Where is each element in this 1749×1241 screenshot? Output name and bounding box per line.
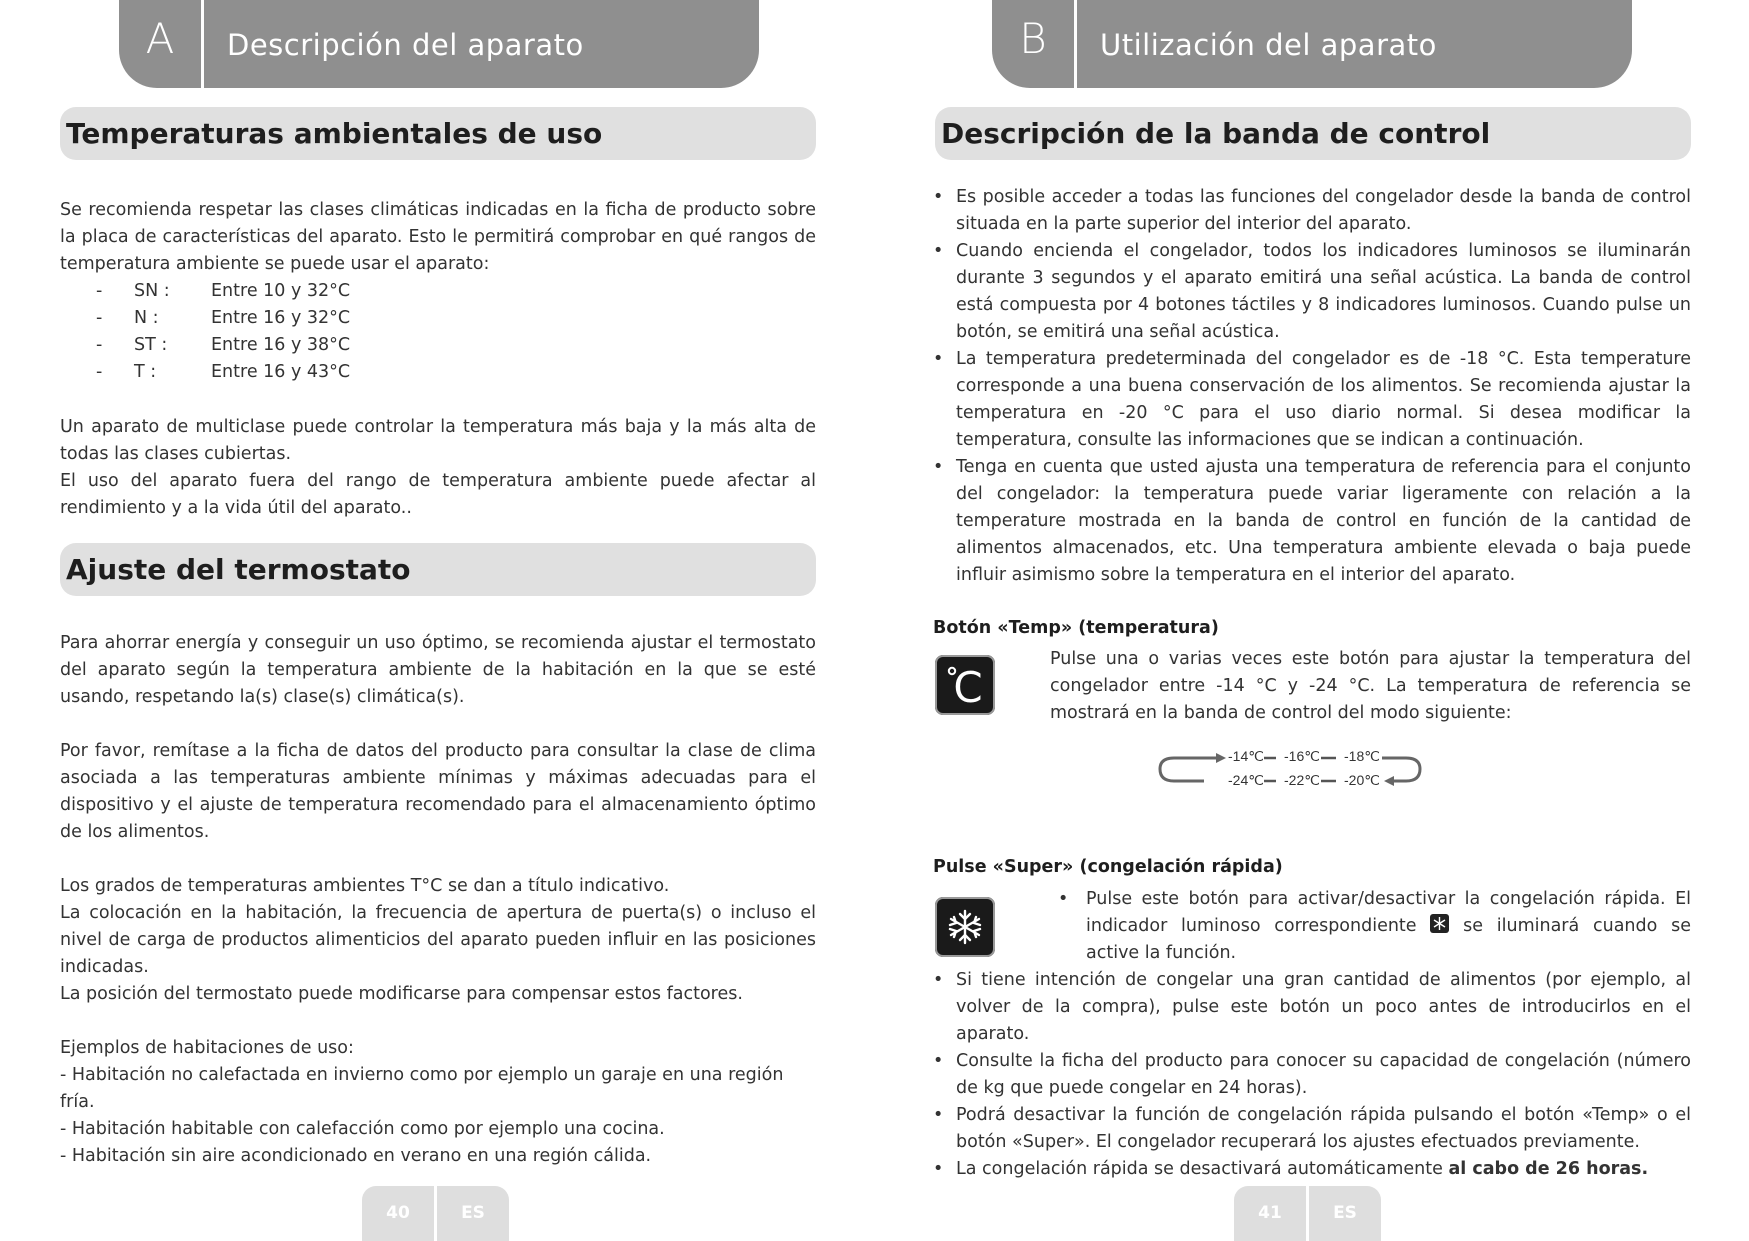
list-item: • Si tiene intención de congelar una gran cantidad de alimentos (por ejemplo, al volver de la compra), pulse este botón un poco antes de introducirlos en el aparato. (933, 967, 1691, 1048)
thermostat-paragraph-1: Para ahorrar energía y conseguir un uso óptimo, se recomienda ajustar el termostato del aparato según la temperatura ambiente de la habitación en la que se esté usando, respetando la(s) clase(s) climática(s). (60, 633, 816, 707)
climate-range: Entre 10 y 32°C (211, 281, 351, 301)
language-code: ES (1309, 1186, 1381, 1241)
super-button-heading: Pulse «Super» (congelación rápida) (933, 857, 1283, 877)
thermostat-paragraph-3a: Los grados de temperaturas ambientes T°C se dan a título indicativo. (60, 876, 670, 896)
dash: - (96, 362, 103, 382)
temp-button-text (1050, 646, 1691, 727)
temp-paragraph: Pulse una o varias veces este botón para ajustar la temperatura del congelador entre -14 °C y -24 °C. La temperatura de referencia se mostrará en la banda de control del modo siguiente: (1050, 649, 1691, 723)
list-item: • La temperatura predeterminada del congelador es de -18 °C. Esta temperature corresponde a una buena conservación de los alimentos. Se recomienda ajustar la temperatura en -20 °C para el uso diario normal. Si desea modificar la temperatura, consulte las informaciones que se indican a continuación. (933, 346, 1691, 454)
example-item: - Habitación no calefactada en invierno como por ejemplo un garaje en una región fría. (60, 1065, 784, 1112)
list-item: • Consulte la ficha del producto para conocer su capacidad de congelación (número de kg que puede congelar en 24 horas). (933, 1048, 1691, 1102)
temp-step: -24℃ (1228, 772, 1264, 788)
list-item (1058, 886, 1691, 967)
climate-class: ST : (134, 335, 168, 355)
list-item: • Tenga en cuenta que usted ajusta una temperatura de referencia para el conjunto del congelador: la temperatura puede variar ligeramente con relación a la temperature mostrada en la banda de control en función de la cantidad de alimentos almacenados, etc. Una temperatura ambiente elevada o baja puede influir asimismo sobre la temperatura en el interior del aparato. (933, 454, 1691, 589)
snowflake-indicator-icon (1430, 914, 1449, 933)
temperatures-body (60, 197, 816, 278)
tab-divider (1074, 0, 1077, 88)
temp-step: -16℃ (1284, 748, 1320, 764)
list-item: • Es posible acceder a todas las funciones del congelador desde la banda de control situada en la parte superior del interior del aparato. (933, 184, 1691, 238)
climate-range: Entre 16 y 38°C (211, 335, 351, 355)
section-heading-text: Descripción de la banda de control (941, 117, 1491, 150)
climate-class: SN : (134, 281, 170, 301)
climate-class-row (96, 359, 496, 386)
temp-button-heading: Botón «Temp» (temperatura) (933, 618, 1219, 638)
examples-title: Ejemplos de habitaciones de uso: (60, 1038, 354, 1058)
chapter-letter: B (1019, 14, 1047, 63)
example-item: - Habitación sin aire acondicionado en verano en una región cálida. (60, 1146, 652, 1166)
multiclass-body (60, 414, 816, 522)
temp-step: -18℃ (1344, 748, 1380, 764)
control-band-body (933, 184, 1691, 589)
dash: - (96, 335, 103, 355)
language-code: ES (437, 1186, 509, 1241)
right-page (875, 0, 1749, 1241)
temperature-cycle-diagram (1156, 744, 1426, 794)
climate-class-row (96, 332, 496, 359)
dash: - (96, 281, 103, 301)
chapter-title: Utilización del aparato (1100, 28, 1437, 62)
climate-class: T : (134, 362, 157, 382)
section-heading-text: Ajuste del termostato (66, 553, 411, 586)
multiclass-paragraph: Un aparato de multiclase puede controlar la temperatura más baja y la más alta de todas las clases cubiertas. (60, 417, 816, 464)
climate-range: Entre 16 y 32°C (211, 308, 351, 328)
section-heading-control-band (935, 107, 1691, 160)
super-bullets (933, 967, 1691, 1183)
climate-class-row (96, 278, 496, 305)
tab-divider (201, 0, 204, 88)
page-number: 41 (1234, 1186, 1306, 1241)
list-item: • Podrá desactivar la función de congelación rápida pulsando el botón «Temp» o el botón «Super». El congelador recuperará los ajustes efectuados previamente. (933, 1102, 1691, 1156)
super-bullet-text: Pulse este botón para activar/desactivar la congelación rápida. El indicador luminoso correspondiente (1086, 889, 1691, 936)
chapter-tab-b (992, 0, 1632, 88)
super-bullet-text: se iluminará cuando se active la función. (1086, 916, 1691, 963)
svg-text:C: C (953, 663, 983, 712)
temp-step: -22℃ (1284, 772, 1320, 788)
list-item (933, 1156, 1691, 1183)
climate-range: Entre 16 y 43°C (211, 362, 351, 382)
chapter-letter: A (145, 14, 175, 63)
super-last-text: La congelación rápida se desactivará automáticamente (956, 1159, 1443, 1179)
temp-step: -14℃ (1228, 748, 1264, 764)
section-heading-temperatures (60, 107, 816, 160)
thermostat-body (60, 630, 816, 1170)
dash: - (96, 308, 103, 328)
chapter-title: Descripción del aparato (227, 28, 584, 62)
section-heading-thermostat (60, 543, 816, 596)
section-heading-text: Temperaturas ambientales de uso (66, 117, 603, 150)
intro-paragraph: Se recomienda respetar las clases climáticas indicadas en la ficha de producto sobre la placa de características del aparato. Esto le permitirá comprobar en qué rangos de temperatura ambiente se puede usar el aparato: (60, 200, 816, 274)
climate-class-row (96, 305, 496, 332)
climate-class: N : (134, 308, 159, 328)
thermostat-paragraph-3c: La posición del termostato puede modificarse para compensar estos factores. (60, 984, 743, 1004)
page-number: 40 (362, 1186, 434, 1241)
thermostat-paragraph-3b: La colocación en la habitación, la frecuencia de apertura de puerta(s) o incluso el nivel de carga de productos alimenticios del aparato pueden influir en las posiciones indicadas. (60, 903, 816, 977)
temp-button-icon (935, 655, 995, 715)
example-item: - Habitación habitable con calefacción como por ejemplo una cocina. (60, 1119, 665, 1139)
super-first-bullet (1058, 886, 1691, 967)
thermostat-paragraph-2: Por favor, remítase a la ficha de datos del producto para consultar la clase de clima asociada a las temperaturas ambiente mínimas y máximas adecuadas para el dispositivo y el ajuste de temperatura recomendado para el almacenamiento óptimo de los alimentos. (60, 741, 816, 842)
climate-class-list (96, 278, 496, 386)
outside-range-paragraph: El uso del aparato fuera del rango de temperatura ambiente puede afectar al rendimiento y a la vida útil del aparato.. (60, 471, 816, 518)
super-last-emphasis: al cabo de 26 horas. (1448, 1159, 1649, 1179)
control-band-bullets (933, 184, 1691, 589)
temp-step: -20℃ (1344, 772, 1380, 788)
chapter-tab-a (119, 0, 759, 88)
left-page (0, 0, 874, 1241)
snowflake-icon (935, 897, 995, 957)
list-item: • Cuando encienda el congelador, todos los indicadores luminosos se iluminarán durante 3 segundos y el aparato emitirá una señal acústica. La banda de control está compuesta por 4 botones táctiles y 8 indicadores luminosos. Cuando pulse un botón, se emitirá una señal acústica. (933, 238, 1691, 346)
